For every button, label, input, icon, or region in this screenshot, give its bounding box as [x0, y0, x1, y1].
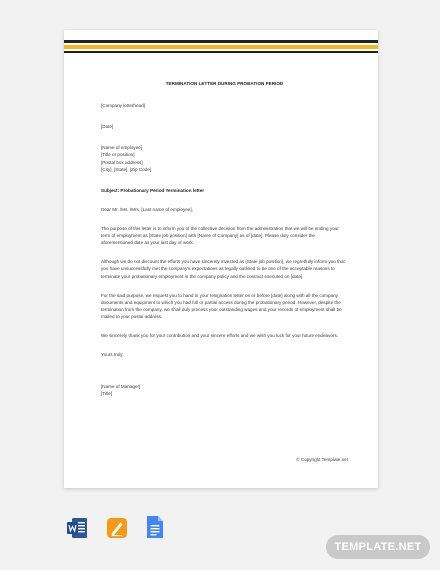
- recipient-city: [City], [State], [Zip Code]: [101, 166, 152, 172]
- header-stripe-yellow: [64, 45, 378, 49]
- document-title: TERMINATION LETTER DURING PROBATION PERIOD: [165, 81, 284, 86]
- pages-icon[interactable]: [106, 517, 128, 539]
- recipient-name: [Name of employee]: [101, 145, 143, 151]
- manager-title: [Title]: [101, 391, 113, 397]
- salutation: Dear Mr. /Ms. /Mrs. [Last name of employee],: [101, 206, 193, 212]
- manager-name: [Name of Manager]: [101, 384, 141, 390]
- paragraph-1: The purpose of this letter is to inform you of the collective decision from the administration that we will be ending your term of employment as [State job position] with [Name of Company] as of [date]. Please duly consider the aforementioned date as your last day of work.: [101, 225, 339, 246]
- template-net-logo[interactable]: TEMPLATE.NET: [326, 535, 430, 559]
- copyright-notice: © Copyright Template.net: [296, 457, 348, 462]
- header-stripe-dark: [64, 40, 378, 43]
- format-icons: [66, 515, 164, 539]
- letter-date: [Date]: [101, 124, 114, 130]
- document-page: [64, 30, 378, 488]
- word-icon[interactable]: [66, 517, 88, 539]
- recipient-title: [Title or position]: [101, 152, 135, 158]
- recipient-postal: [Postal box address]: [101, 159, 143, 165]
- google-docs-icon[interactable]: [146, 515, 164, 539]
- header-stripe-dark-thin: [64, 51, 378, 53]
- company-letterhead: [Company letterhead]: [101, 103, 145, 109]
- paragraph-4: We sincerely thank you for your contribution and your sincere efforts and we wish you luck for your future endeavors.: [101, 333, 339, 339]
- paragraph-2: Although we do not discount the efforts you have sincerely invested as [State job position], we regretfully inform you that you have unsuccessfully met the company's expectations as legally outlined to be one of the acceptable reasons to terminate your probationary employment in the company policy and the contract executed on [date].: [101, 259, 345, 279]
- paragraph-3: For the said purpose, we request you to hand in your resignation letter on or before [date] along with all the company documents and equipment to which you had full or partial access during the probationary period. However, despite the termination from the company, we shall duly process your outstanding wages and your records of employment shall be mailed to your postal address.: [101, 292, 342, 319]
- closing: Yours truly,: [101, 352, 124, 358]
- letter-subject: Subject: Probationary Period Termination letter: [101, 187, 205, 193]
- letter-body: [101, 80, 348, 398]
